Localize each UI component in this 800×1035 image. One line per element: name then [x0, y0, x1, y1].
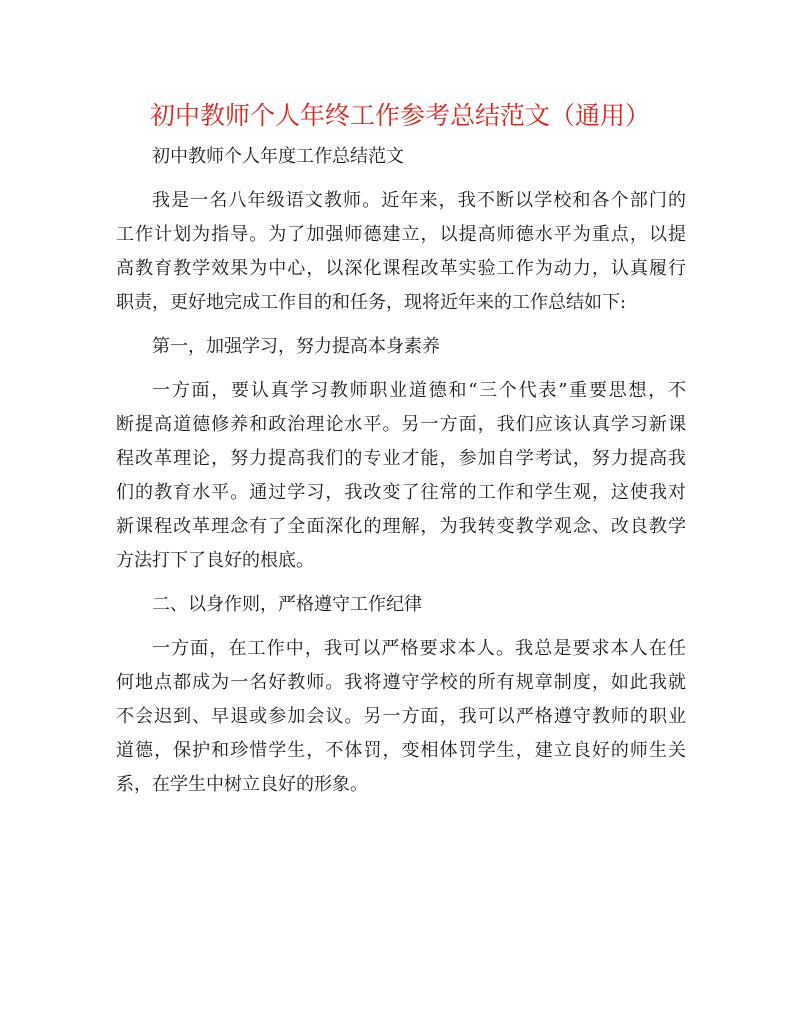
- section2-line: 系，在学生中树立良好的形象。: [116, 774, 368, 795]
- intro-line: 高教育教学效果为中心，以深化课程改革实验工作为动力，认真履行: [116, 258, 686, 279]
- intro-paragraph: [116, 184, 686, 320]
- intro-line: 工作计划为指导。为了加强师德建立，以提高师德水平为重点，以提: [116, 224, 686, 245]
- section1-line: 新课程改革理念有了全面深化的理解，为我转变教学观念、改良教学: [116, 516, 686, 537]
- subtitle-paragraph: [116, 140, 686, 174]
- section1-line: 断提高道德修养和政治理论水平。另一方面，我们应该认真学习新课: [116, 414, 686, 435]
- section2-line: 不会迟到、早退或参加会议。另一方面，我可以严格遵守教师的职业: [116, 706, 686, 727]
- section1-line: 程改革理论，努力提高我们的专业才能，参加自学考试，努力提高我: [116, 448, 686, 469]
- document-body: [116, 140, 686, 812]
- section2-line: 何地点都成为一名好教师。我将遵守学校的所有规章制度，如此我就: [116, 672, 686, 693]
- section2-heading-paragraph: [116, 588, 686, 622]
- document-title: 初中教师个人年终工作参考总结范文（通用）: [149, 101, 650, 130]
- section1-line: 们的教育水平。通过学习，我改变了往常的工作和学生观，这使我对: [116, 482, 686, 503]
- section2-heading: 二、以身作则，严格遵守工作纪律: [152, 594, 422, 615]
- intro-line: 职责，更好地完成工作目的和任务，现将近年来的工作总结如下:: [116, 292, 627, 313]
- intro-line: 我是一名八年级语文教师。近年来，我不断以学校和各个部门的: [152, 190, 686, 211]
- section1-line: 方法打下了良好的根底。: [116, 550, 314, 571]
- section1-line: 一方面，要认真学习教师职业道德和“三个代表”重要思想，不: [152, 380, 686, 401]
- section2-line: 道德，保护和珍惜学生，不体罚，变相体罚学生，建立良好的师生关: [116, 740, 686, 761]
- document-subtitle: 初中教师个人年度工作总结范文: [152, 146, 404, 167]
- section1-heading-paragraph: [116, 330, 686, 364]
- section2-line: 一方面，在工作中，我可以严格要求本人。我总是要求本人在任: [152, 638, 686, 659]
- section2-paragraph: [116, 632, 686, 802]
- section1-paragraph: [116, 374, 686, 578]
- section1-heading: 第一，加强学习，努力提高本身素养: [152, 336, 440, 357]
